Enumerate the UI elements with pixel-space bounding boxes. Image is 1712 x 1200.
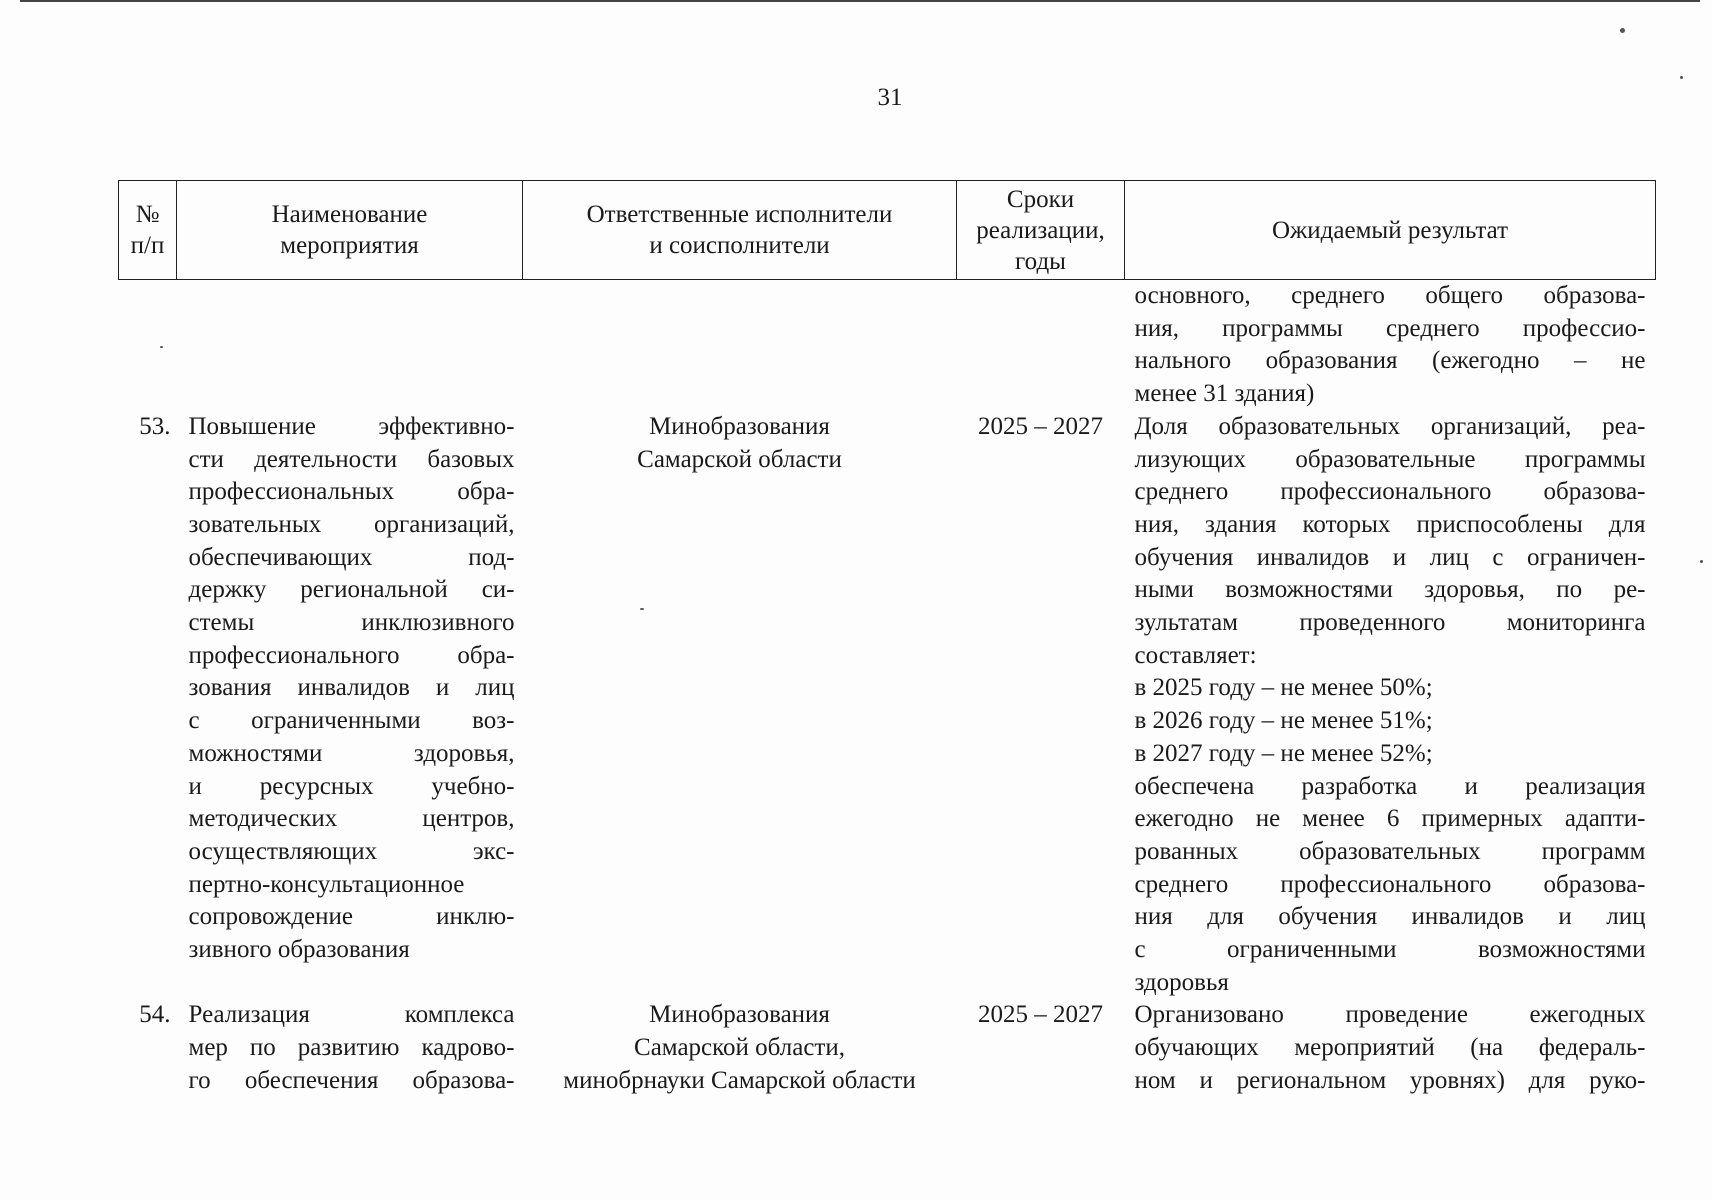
- table-row: [119, 411, 1656, 1000]
- measure-name: Реализация комплекса мер по развитию кадрово- го обеспечения образова-: [188, 1001, 515, 1094]
- scan-speck: [160, 346, 163, 348]
- header-name: Наименование мероприятия: [177, 181, 523, 280]
- term-years: 2025 – 2027: [978, 1001, 1103, 1029]
- scan-speck: [1620, 28, 1625, 33]
- scan-speck: [640, 608, 644, 610]
- measure-name: Повышение эффективно- сти деятельности базовых профессиональных обра- зовательных организаций, обеспечивающих под- держку региональной си- стемы инклюзивного профессионального обра- зования инвалидов и лиц с ограниченными воз- можностями здоровья, и ресурсных учебно- методических центров, осуществляющих экс- пертно-консультационное сопровождение инклю- зивного образования: [188, 412, 515, 964]
- table-row-continuation: [119, 280, 1656, 411]
- expected-result: Доля образовательных организаций, реа- лизующих образовательные программы среднего профессионального образова- ния, здания которых приспособлены для обучения инвалидов и лиц с ограничен- ными возможностями здоровья, по ре- зультатам проведенного мониторинга составляет: в 2025 году – не менее 50%; в 2026 году – не менее 51%; в 2027 году – не менее 52%; обеспечена разработка и реализация ежегодно не менее 6 примерных адапти- рованных образовательных программ среднего профессионального образова- ния для обучения инвалидов и лиц с ограниченными возможностями здоровья: [1134, 412, 1646, 996]
- term-years: 2025 – 2027: [978, 412, 1103, 440]
- executors: Минобразования Самарской области, минобрнауки Самарской области: [563, 1001, 916, 1094]
- continuation-result: основного, среднего общего образова- ния, программы среднего профессио- нального образования (ежегодно – не менее 31 здания): [1134, 282, 1646, 408]
- page-number: 31: [877, 84, 903, 111]
- header-terms: Сроки реализации, годы: [957, 181, 1125, 280]
- header-num: № п/п: [119, 181, 177, 280]
- scan-speck: [1680, 76, 1683, 79]
- top-rule: [20, 0, 1700, 2]
- row-number: 54.: [139, 1001, 171, 1029]
- measures-table: [118, 180, 1656, 1098]
- header-executors: Ответственные исполнители и соисполнители: [523, 181, 957, 280]
- executors: Минобразования Самарской области: [637, 412, 842, 473]
- table-row: [119, 999, 1656, 1097]
- row-number: 53.: [139, 412, 171, 440]
- header-result: Ожидаемый результат: [1125, 181, 1656, 280]
- table-header-row: [119, 181, 1656, 280]
- expected-result: Организовано проведение ежегодных обучающих мероприятий (на федераль- ном и региональном уровнях) для руко-: [1134, 1001, 1646, 1094]
- scan-speck: [1700, 560, 1703, 563]
